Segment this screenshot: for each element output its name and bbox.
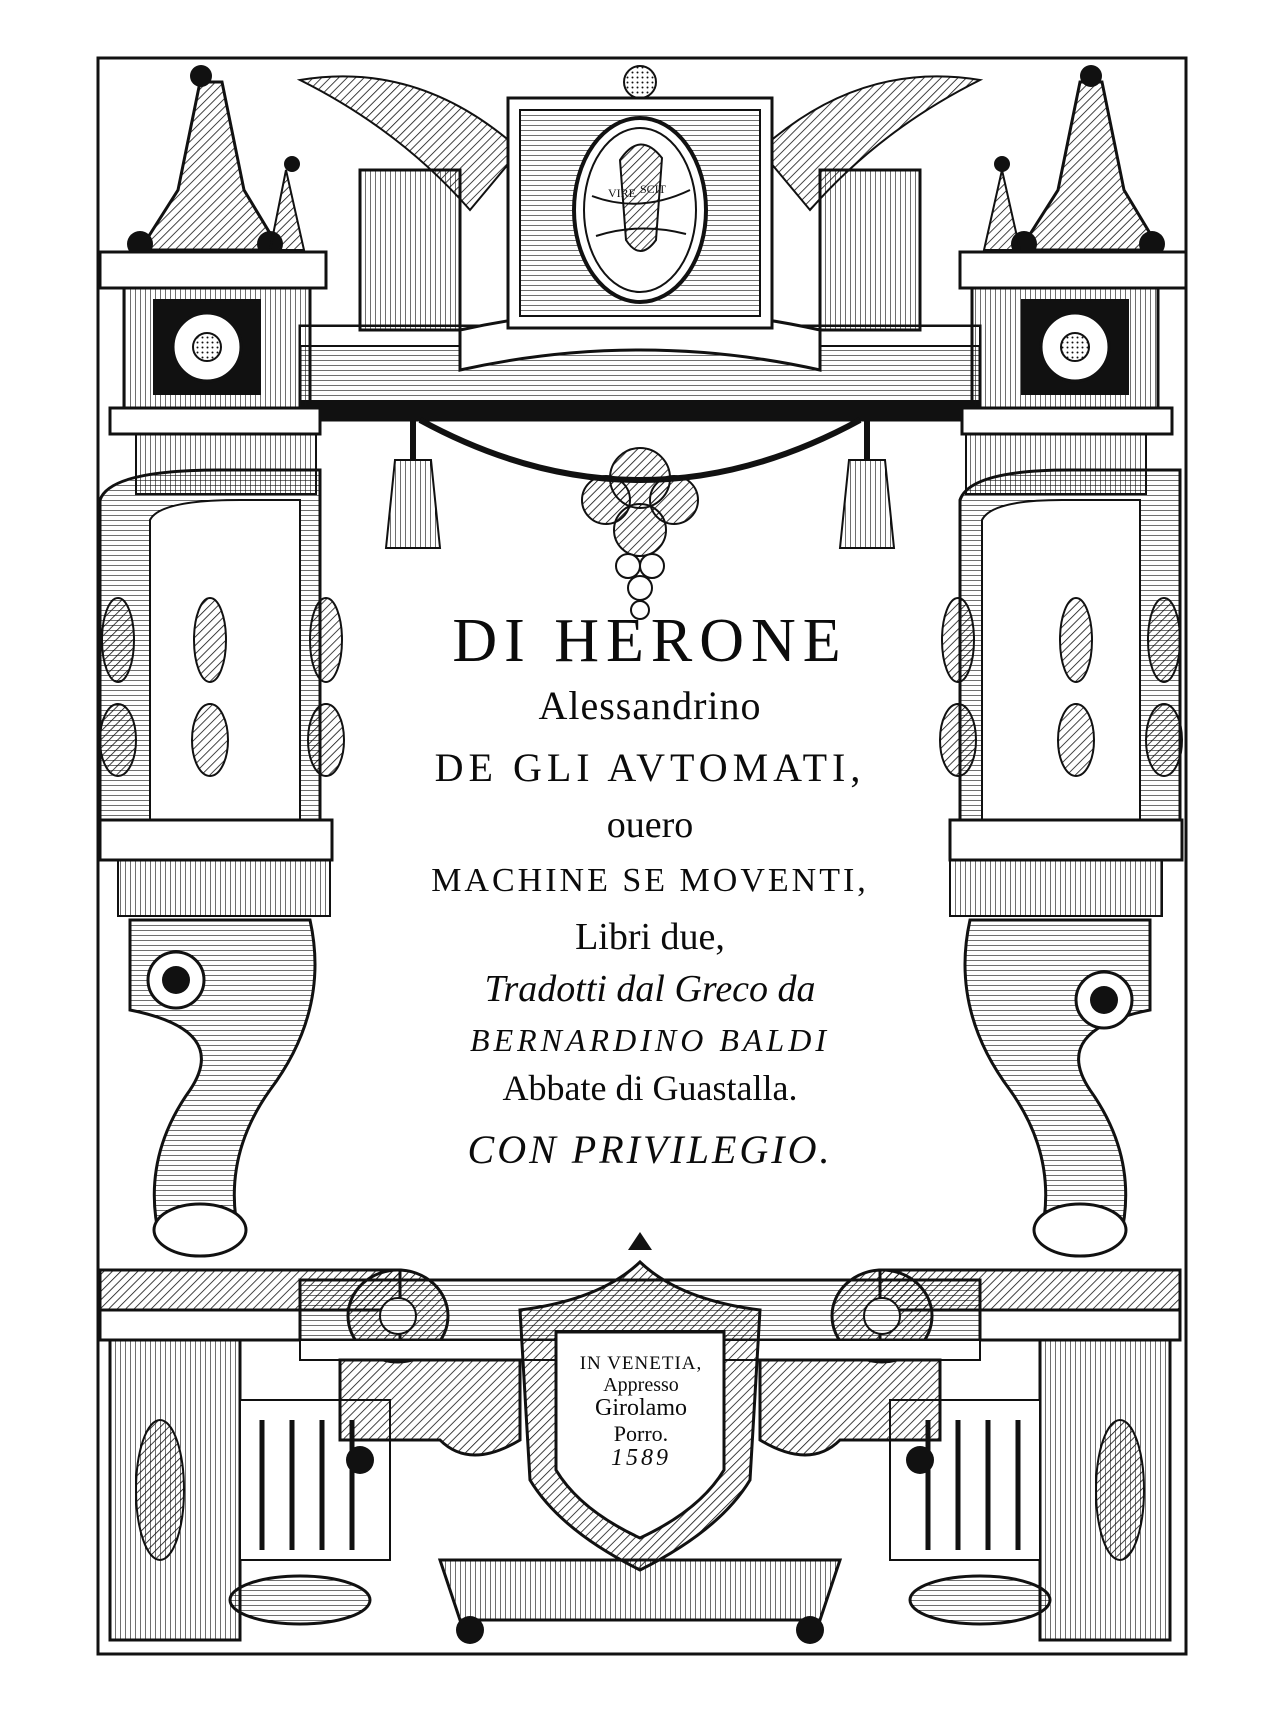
emblem-motto-top: VIRE xyxy=(608,186,636,200)
title-author: DI HERONE xyxy=(452,607,848,675)
title-books: Libri due, xyxy=(575,916,725,958)
imprint-year: 1589 xyxy=(611,1444,671,1471)
title-block xyxy=(360,607,940,1172)
title-translator-role: Abbate di Guastalla. xyxy=(502,1068,798,1108)
top-cornice xyxy=(300,66,980,619)
imprint xyxy=(556,1354,726,1472)
title-subtitle: MACHINE SE MOVENTI, xyxy=(431,862,869,899)
fruit-pendant xyxy=(582,448,698,619)
emblem-motto-bottom: SCIT xyxy=(640,182,667,196)
imprint-printer-last: Porro. xyxy=(613,1421,669,1447)
title-author-origin: Alessandrino xyxy=(538,683,762,728)
title-translation-note: Tradotti dal Greco da xyxy=(484,968,816,1010)
imprint-by: Appresso xyxy=(603,1373,679,1396)
title-translator: BERNARDINO BALDI xyxy=(470,1022,830,1058)
imprint-place: IN VENETIA, xyxy=(579,1353,703,1374)
title-privilege: CON PRIVILEGIO. xyxy=(467,1127,833,1172)
title-conjunction: ouero xyxy=(606,804,694,846)
imprint-printer-first: Girolamo xyxy=(595,1395,687,1422)
title-work: DE GLI AVTOMATI, xyxy=(434,745,866,790)
